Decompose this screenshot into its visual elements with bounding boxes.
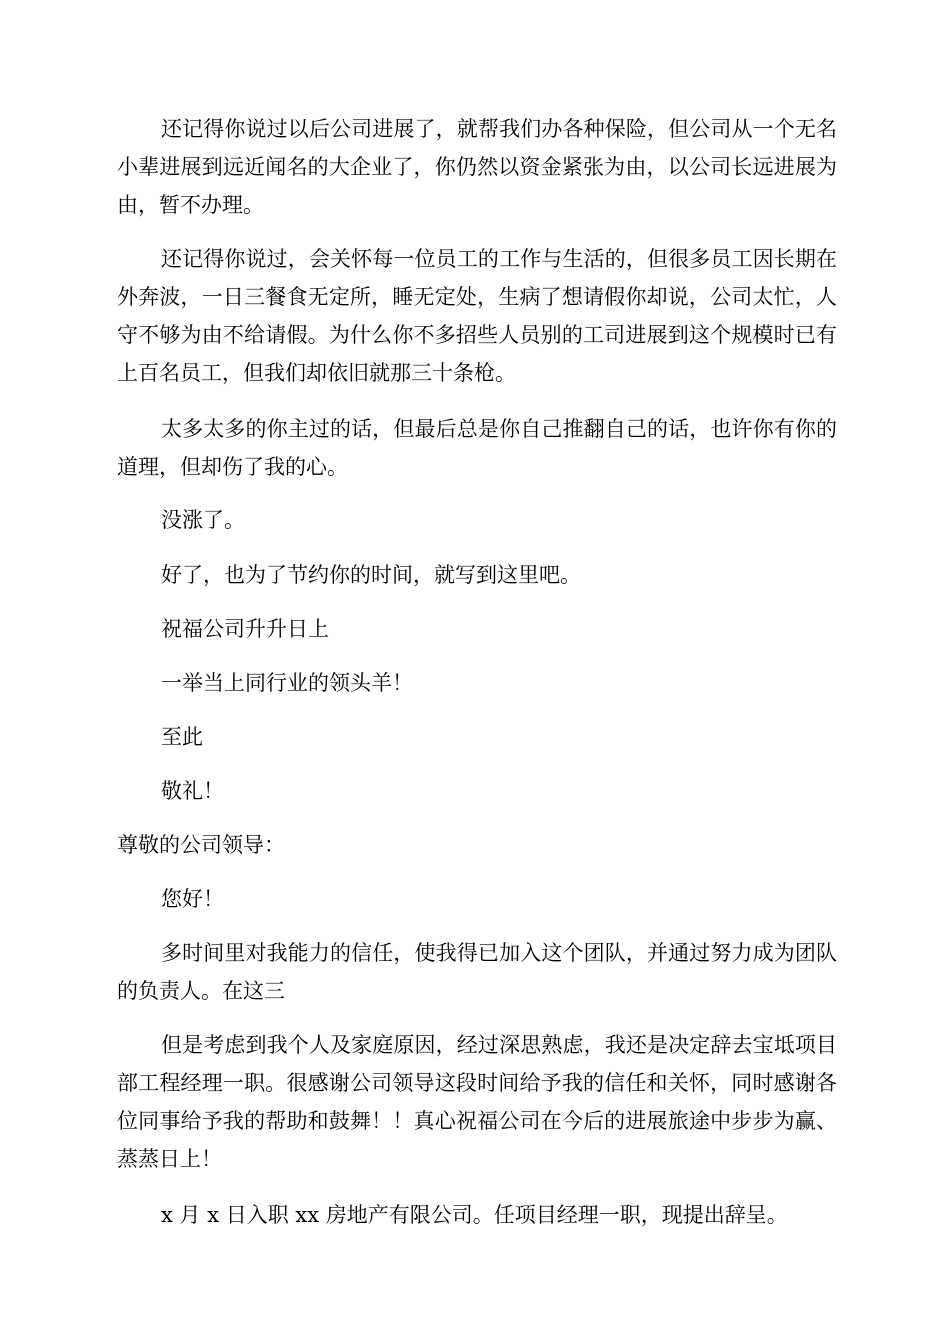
paragraph-sign-off: 至此	[161, 725, 203, 749]
salutation: 尊敬的公司领导：	[117, 833, 285, 857]
paragraph-promises: 太多太多的你主过的话，但最后总是你自己推翻自己的话，也许你有你的道理，但却伤了我的心。	[117, 417, 837, 479]
paragraph-no-raise: 没涨了。	[161, 508, 245, 532]
greeting: 您好！	[161, 887, 224, 911]
paragraph-employee-care: 还记得你说过，会关怀每一位员工的工作与生活的，但很多员工因长期在外奔波，一日三餐食无定所，睡无定处，生病了想请假你却说，公司太忙，人守不够为由不给请假。为什么你不多招些人员别的工司进展到这个规模时已有上百名员工，但我们却依旧就那三十条枪。	[117, 247, 837, 385]
paragraph-wish-continued: 一举当上同行业的领头羊！	[161, 671, 413, 695]
paragraph-resignation-reason: 但是考虑到我个人及家庭原因，经过深思熟虑，我还是决定辞去宝坻项目部工程经理一职。很感谢公司领导这段时间给予我的信任和关怀，同时感谢各位同事给予我的帮助和鼓舞！！真心祝福公司在今后的进展旅途中步步为赢、蒸蒸日上！	[117, 1033, 837, 1171]
paragraph-employment-info: x 月 x 日入职 xx 房地产有限公司。任项目经理一职，现提出辞呈。	[161, 1203, 788, 1227]
paragraph-insurance: 还记得你说过以后公司进展了，就帮我们办各种保险，但公司从一个无名小辈进展到远近闻名的大企业了，你仍然以资金紧张为由，以公司长远进展为由，暂不办理。	[117, 117, 837, 217]
paragraph-salute: 敬礼！	[161, 779, 224, 803]
paragraph-closing: 好了，也为了节约你的时间，就写到这里吧。	[161, 563, 581, 587]
paragraph-trust: 多时间里对我能力的信任，使我得已加入这个团队，并通过努力成为团队的负责人。在这三	[117, 941, 837, 1003]
paragraph-wish: 祝福公司升升日上	[161, 617, 329, 641]
